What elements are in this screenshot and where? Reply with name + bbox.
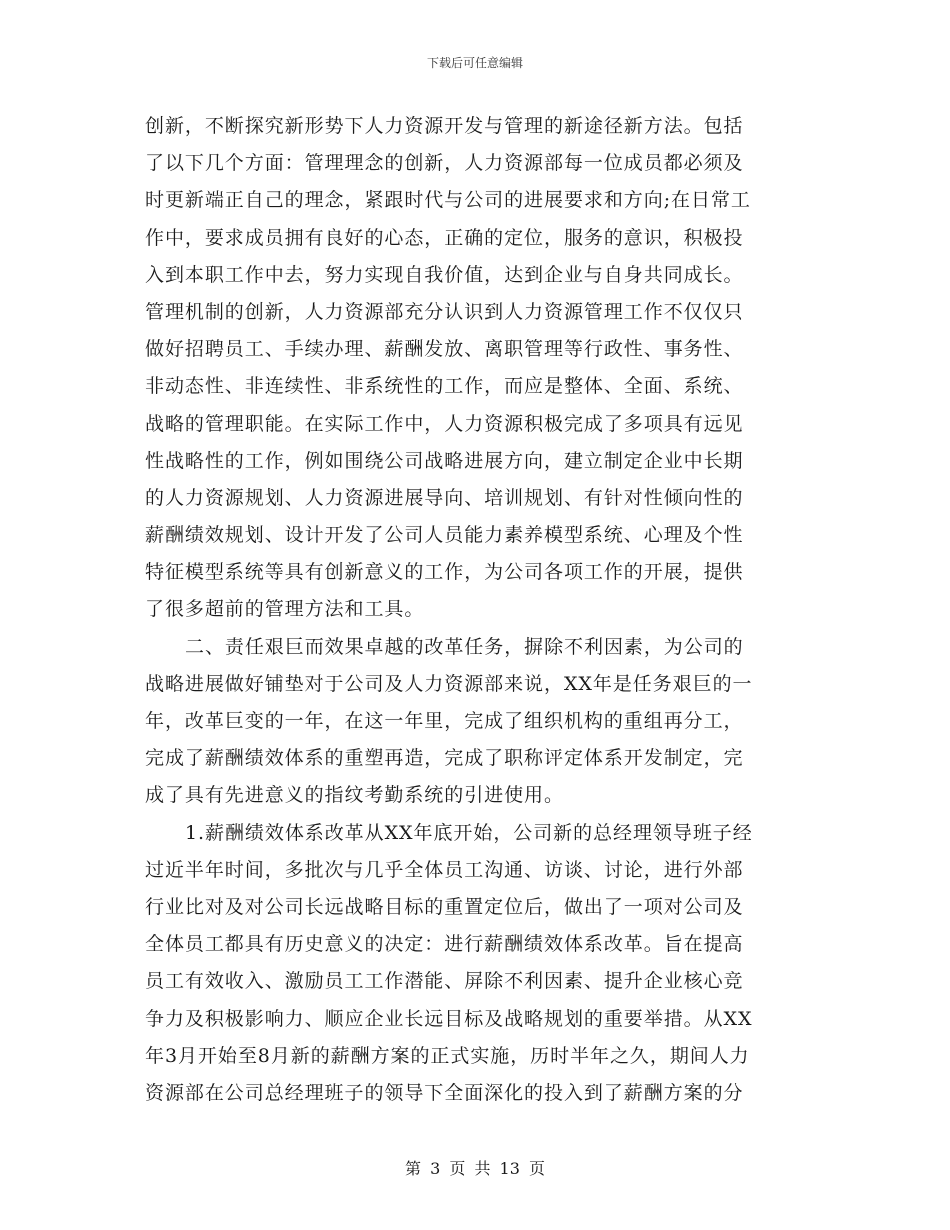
text-line: 战略的管理职能。在实际工作中，人力资源积极完成了多项具有远见 xyxy=(145,412,744,435)
text-line: 了以下几个方面：管理理念的创新，人力资源部每一位成员都必须及 xyxy=(145,152,744,175)
text-line: 了很多超前的管理方法和工具。 xyxy=(145,598,425,621)
text-line: 战略进展做好铺垫对于公司及人力资源部来说，XX年是任务艰巨的一 xyxy=(145,672,753,695)
text-line: 全体员工都具有历史意义的决定：进行薪酬绩效体系改革。旨在提高 xyxy=(145,933,744,956)
text-line: 时更新端正自己的理念，紧跟时代与公司的进展要求和方向;在日常工 xyxy=(145,189,751,212)
text-line: 年，改革巨变的一年，在这一年里，完成了组织机构的重组再分工， xyxy=(145,710,744,732)
text-line: 完成了薪酬绩效体系的重塑再造，完成了职称评定体系开发制定，完 xyxy=(145,747,744,770)
text-line: 过近半年时间，多批次与几乎全体员工沟通、访谈、讨论，进行外部 xyxy=(145,858,744,881)
text-line: 资源部在公司总经理班子的领导下全面深化的投入到了薪酬方案的分 xyxy=(145,1081,744,1104)
text-line: 管理机制的创新，人力资源部充分认识到人力资源管理工作不仅仅只 xyxy=(145,300,744,323)
page-header: 下载后可任意编辑 xyxy=(426,56,523,70)
text-line: 的人力资源规划、人力资源进展导向、培训规划、有针对性倾向性的 xyxy=(145,486,744,509)
text-line: 做好招聘员工、手续办理、薪酬发放、离职管理等行政性、事务性、 xyxy=(145,338,744,361)
document-body xyxy=(145,108,805,1112)
text-line: 性战略性的工作，例如围绕公司战略进展方向，建立制定企业中长期 xyxy=(145,449,744,472)
text-line: 薪酬绩效规划、设计开发了公司人员能力素养模型系统、心理及个性 xyxy=(145,524,744,547)
page-footer: 第 3 页 共 13 页 xyxy=(405,1159,545,1178)
text-line: 1.薪酬绩效体系改革从XX年底开始，公司新的总经理领导班子经 xyxy=(185,821,753,844)
text-line: 员工有效收入、激励员工工作潜能、屏除不利因素、提升企业核心竞 xyxy=(145,970,744,993)
text-line: 争力及积极影响力、顺应企业长远目标及战略规划的重要举措。从XX xyxy=(145,1007,753,1030)
text-line: 成了具有先进意义的指纹考勤系统的引进使用。 xyxy=(145,784,564,807)
text-line: 作中，要求成员拥有良好的心态，正确的定位，服务的意识，积极投 xyxy=(145,226,744,249)
text-line: 二、责任艰巨而效果卓越的改革任务，摒除不利因素，为公司的 xyxy=(185,635,744,658)
text-line: 年3月开始至8月新的薪酬方案的正式实施，历时半年之久，期间人力 xyxy=(145,1044,750,1067)
text-line: 创新，不断探究新形势下人力资源开发与管理的新途径新方法。包括 xyxy=(145,115,744,137)
text-line: 特征模型系统等具有创新意义的工作，为公司各项工作的开展，提供 xyxy=(145,561,744,584)
text-line: 非动态性、非连续性、非系统性的工作，而应是整体、全面、系统、 xyxy=(145,375,744,398)
text-line: 入到本职工作中去，努力实现自我价值，达到企业与自身共同成长。 xyxy=(145,263,744,286)
text-line: 行业比对及对公司长远战略目标的重置定位后，做出了一项对公司及 xyxy=(145,895,744,918)
